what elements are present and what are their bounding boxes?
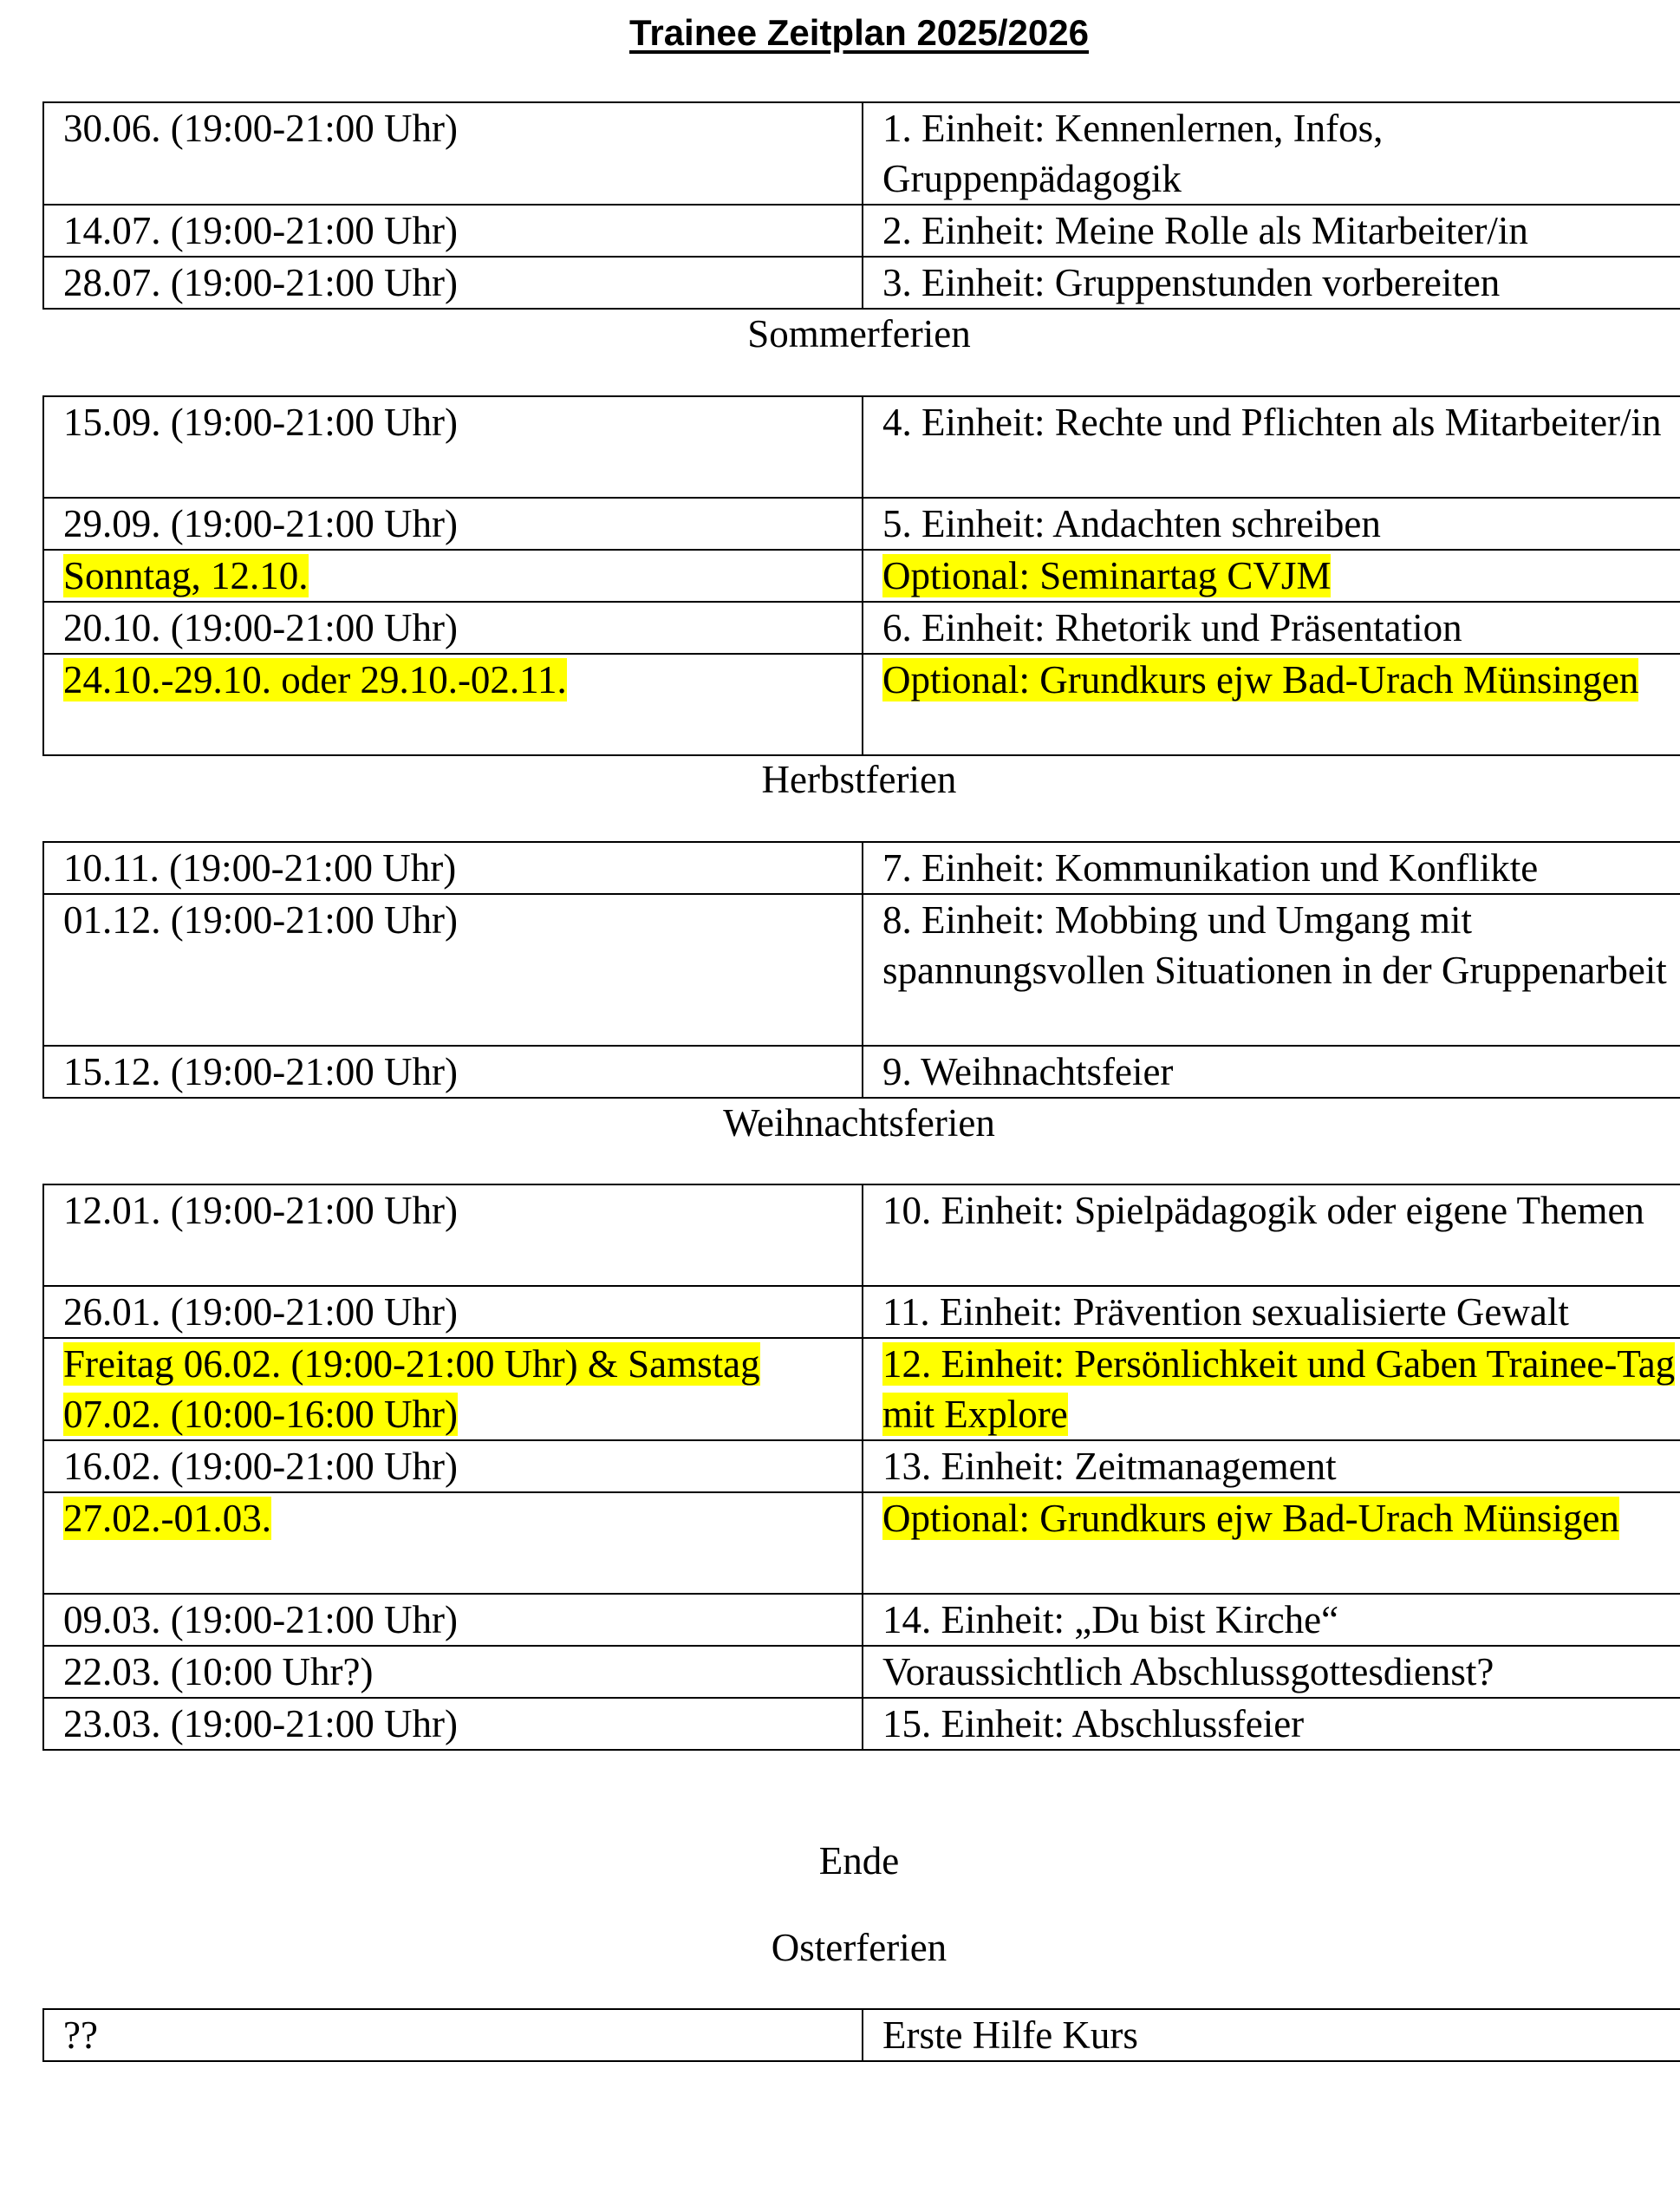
table-row [43,1646,1680,1698]
topic-cell [863,1646,1680,1698]
date-cell [43,498,863,550]
table-row [43,1286,1680,1338]
topic-cell [863,602,1680,654]
end-label: Ende [818,1839,900,1882]
date-text: 09.03. (19:00-21:00 Uhr) [63,1598,458,1641]
date-cell [43,654,863,755]
date-text: 30.06. (19:00-21:00 Uhr) [63,107,458,150]
date-text: 24.10.-29.10. oder 29.10.-02.11. [63,658,567,701]
topic-text: Optional: Seminartag CVJM [882,554,1332,597]
table-row [43,2009,1680,2061]
topic-cell [863,550,1680,602]
table-row [43,205,1680,257]
date-cell [43,602,863,654]
topic-text: 11. Einheit: Prävention sexualisierte Gewalt [882,1290,1569,1334]
date-cell [43,842,863,894]
schedule-table-2 [42,395,1680,756]
date-cell [43,396,863,498]
table-row [43,1046,1680,1098]
date-text: 12.01. (19:00-21:00 Uhr) [63,1189,458,1232]
page-title: Trainee Zeitplan 2025/2026 [629,12,1089,53]
date-cell [43,205,863,257]
topic-cell [863,1338,1680,1440]
date-text: 28.07. (19:00-21:00 Uhr) [63,261,458,304]
topic-text: Optional: Grundkurs ejw Bad-Urach Münsingen [882,658,1639,701]
topic-text: 8. Einheit: Mobbing und Umgang mit spannungsvollen Situationen in der Gruppenarbeit [882,898,1667,992]
table-row [43,257,1680,309]
topic-text: 15. Einheit: Abschlussfeier [882,1702,1305,1745]
topic-cell [863,654,1680,755]
topic-text: 2. Einheit: Meine Rolle als Mitarbeiter/in [882,209,1528,252]
topic-text: Erste Hilfe Kurs [882,2013,1138,2057]
topic-cell [863,205,1680,257]
date-text: 29.09. (19:00-21:00 Uhr) [63,502,458,545]
date-cell [43,1594,863,1646]
date-cell [43,1184,863,1286]
topic-cell [863,894,1680,1046]
break-label-weihnachtsferien: Weihnachtsferien [723,1101,995,1145]
date-text: 20.10. (19:00-21:00 Uhr) [63,606,458,649]
break-label-herbstferien: Herbstferien [761,758,957,801]
table-row [43,894,1680,1046]
date-cell [43,2009,863,2061]
topic-cell [863,2009,1680,2061]
date-text: 23.03. (19:00-21:00 Uhr) [63,1702,458,1745]
topic-text: 14. Einheit: „Du bist Kirche“ [882,1598,1339,1641]
schedule-table-1 [42,101,1680,310]
date-text: ?? [63,2013,98,2057]
schedule-table-extra [42,2008,1680,2062]
easter-label: Osterferien [771,1926,947,1969]
date-text: 27.02.-01.03. [63,1497,271,1540]
date-cell [43,1646,863,1698]
topic-text: 6. Einheit: Rhetorik und Präsentation [882,606,1462,649]
table-row [43,654,1680,755]
topic-text: Voraussichtlich Abschlussgottesdienst? [882,1650,1494,1693]
date-text: 26.01. (19:00-21:00 Uhr) [63,1290,458,1334]
table-row [43,1338,1680,1440]
date-text: 14.07. (19:00-21:00 Uhr) [63,209,458,252]
topic-text: Optional: Grundkurs ejw Bad-Urach Münsigen [882,1497,1619,1540]
topic-cell [863,257,1680,309]
schedule-table-4 [42,1184,1680,1751]
topic-text: 12. Einheit: Persönlichkeit und Gaben Trainee-Tag mit Explore [882,1342,1676,1436]
date-cell [43,1046,863,1098]
date-cell [43,550,863,602]
table-row [43,842,1680,894]
date-cell [43,257,863,309]
break-label-sommerferien: Sommerferien [747,312,971,356]
date-text: Sonntag, 12.10. [63,554,309,597]
table-row [43,1184,1680,1286]
table-row [43,1698,1680,1750]
topic-cell [863,1698,1680,1750]
table-row [43,498,1680,550]
date-text: 15.12. (19:00-21:00 Uhr) [63,1050,458,1093]
table-row [43,102,1680,205]
topic-cell [863,842,1680,894]
date-text: 10.11. (19:00-21:00 Uhr) [63,846,457,890]
topic-cell [863,396,1680,498]
date-cell [43,102,863,205]
schedule-table-3 [42,841,1680,1099]
topic-cell [863,1594,1680,1646]
topic-text: 5. Einheit: Andachten schreiben [882,502,1381,545]
topic-text: 9. Weihnachtsfeier [882,1050,1174,1093]
topic-text: 4. Einheit: Rechte und Pflichten als Mitarbeiter/in [882,401,1662,444]
table-row [43,1594,1680,1646]
topic-cell [863,1184,1680,1286]
date-text: Freitag 06.02. (19:00-21:00 Uhr) & Samstag 07.02. (10:00-16:00 Uhr) [63,1342,760,1436]
topic-text: 3. Einheit: Gruppenstunden vorbereiten [882,261,1501,304]
table-row [43,396,1680,498]
topic-cell [863,1046,1680,1098]
date-cell [43,1286,863,1338]
date-cell [43,1492,863,1594]
table-row [43,1440,1680,1492]
topic-text: 13. Einheit: Zeitmanagement [882,1445,1337,1488]
topic-cell [863,498,1680,550]
date-cell [43,1338,863,1440]
table-row [43,550,1680,602]
date-text: 01.12. (19:00-21:00 Uhr) [63,898,458,942]
date-text: 16.02. (19:00-21:00 Uhr) [63,1445,458,1488]
date-text: 22.03. (10:00 Uhr?) [63,1650,374,1693]
topic-text: 7. Einheit: Kommunikation und Konflikte [882,846,1539,890]
table-row [43,602,1680,654]
date-cell [43,1440,863,1492]
topic-cell [863,1286,1680,1338]
topic-cell [863,1492,1680,1594]
date-text: 15.09. (19:00-21:00 Uhr) [63,401,458,444]
date-cell [43,894,863,1046]
date-cell [43,1698,863,1750]
topic-text: 1. Einheit: Kennenlernen, Infos, Gruppenpädagogik [882,107,1384,200]
topic-cell [863,102,1680,205]
table-row [43,1492,1680,1594]
topic-text: 10. Einheit: Spielpädagogik oder eigene Themen [882,1189,1644,1232]
topic-cell [863,1440,1680,1492]
